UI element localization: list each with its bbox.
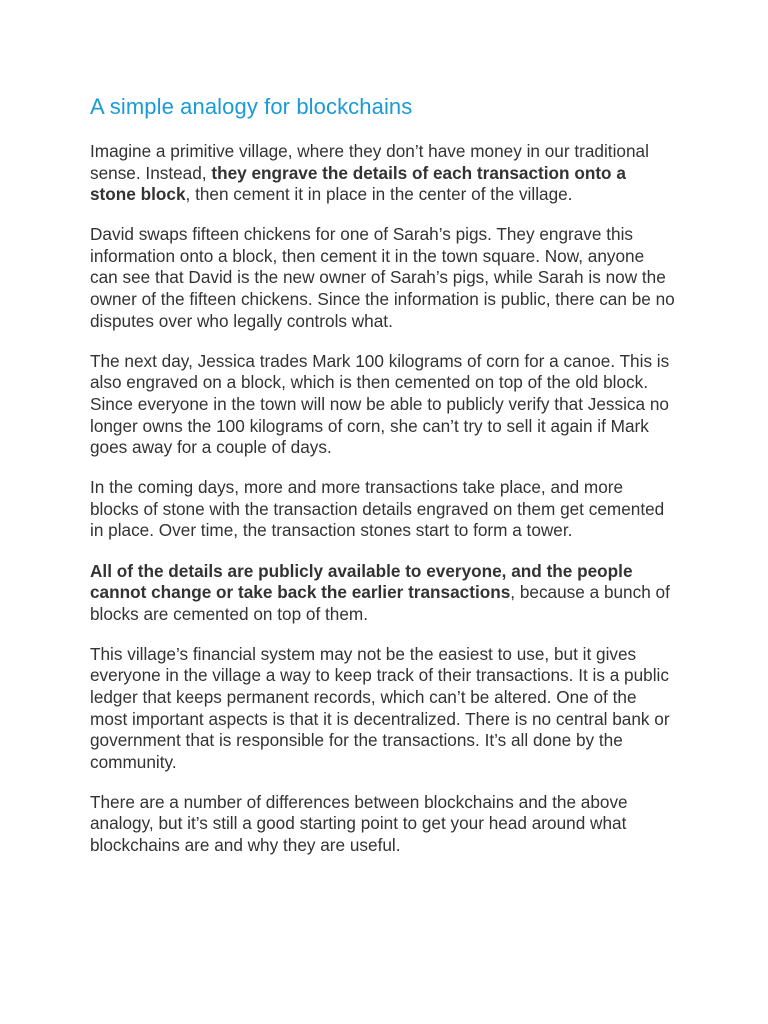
paragraph-text: , because a bunch of blocks are cemented on top of them. <box>90 582 670 624</box>
paragraph-differences: There are a number of differences between blockchains and the above analogy, but it’s still a good starting point to get your head around what blockchains are and why they are useful. <box>90 791 628 856</box>
paragraph-intro <box>90 141 676 206</box>
document-page <box>90 92 676 875</box>
bold-text: All of the details are publicly available to everyone, and the people cannot change or take back the earlier transactions <box>90 560 633 603</box>
bold-text: they engrave the details of each transaction onto a stone block <box>90 162 626 205</box>
document-title: A simple analogy for blockchains <box>90 94 413 119</box>
paragraph-public-details <box>90 561 676 626</box>
paragraph-financial-system: This village’s financial system may not be the easiest to use, but it gives everyone in the village a way to keep track of their transactions. It is a public ledger that keeps permanent records, which can’t be altered. One of the most important aspects is that it is decentralized. There is no central bank or government that is responsible for the transactions. It’s all done by the community. <box>90 643 670 772</box>
paragraph-tower: In the coming days, more and more transactions take place, and more blocks of stone with the transaction details engraved on them get cemented in place. Over time, the transaction stones start to form a tower. <box>90 477 665 541</box>
paragraph-david-sarah: David swaps fifteen chickens for one of Sarah’s pigs. They engrave this information onto a block, then cement it in the town square. Now, anyone can see that David is the new owner of Sarah’s pigs, while Sarah is now the owner of the fifteen chickens. Since the information is public, there can be no disputes over who legally controls what. <box>90 224 675 331</box>
paragraph-text: , then cement it in place in the center of the village. <box>185 184 573 205</box>
paragraph-text: Imagine a primitive village, where they don’t have money in our traditional sense. Instead, <box>90 141 649 183</box>
paragraph-jessica-mark: The next day, Jessica trades Mark 100 kilograms of corn for a canoe. This is also engraved on a block, which is then cemented on top of the old block. Since everyone in the town will now be able to publicly verify that Jessica no longer owns the 100 kilograms of corn, she can’t try to sell it again if Mark goes away for a couple of days. <box>90 350 670 458</box>
